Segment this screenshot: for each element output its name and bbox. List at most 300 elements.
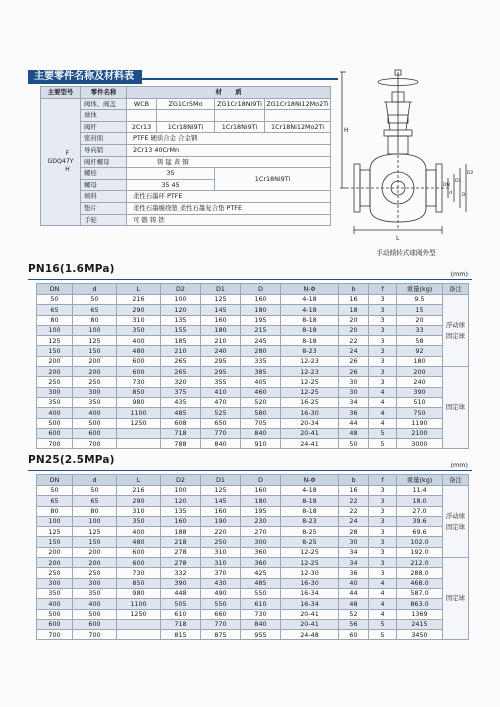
column-header: 备注 (443, 284, 469, 295)
pn16-divider (28, 279, 472, 280)
table-row (37, 537, 469, 547)
column-header: f (369, 475, 397, 486)
table-cell: 18.0 (397, 496, 443, 506)
table-cell: 350 (73, 397, 117, 407)
table-cell: 160 (241, 295, 281, 305)
table-cell: 650 (201, 418, 241, 428)
table-cell: 3 (369, 568, 397, 578)
table-cell: 5 (369, 428, 397, 438)
table-cell: 955 (241, 630, 281, 640)
table-cell: 50 (37, 486, 73, 496)
table-cell: 200 (397, 367, 443, 377)
table-cell: 278 (161, 547, 201, 557)
table-cell: 4 (369, 599, 397, 609)
table-cell: 840 (241, 619, 281, 629)
table-cell: 69.6 (397, 527, 443, 537)
header-part-name: 零件名称 (81, 87, 127, 99)
table-row (37, 315, 469, 325)
table-cell: 480 (117, 537, 161, 547)
table-cell: 160 (241, 486, 281, 496)
table-cell (117, 439, 161, 449)
column-header: 重量(kg) (397, 284, 443, 295)
table-cell: 16-34 (281, 588, 339, 598)
table-cell: 3 (369, 367, 397, 377)
table-cell: 125 (73, 527, 117, 537)
table-cell: 8-23 (281, 516, 339, 526)
table-cell: 4 (369, 609, 397, 619)
table-cell: 8-18 (281, 506, 339, 516)
table-cell: 200 (37, 356, 73, 366)
table-cell: 8-25 (281, 537, 339, 547)
materials-row: 球体 (41, 110, 331, 122)
table-cell: 1250 (117, 418, 161, 428)
table-row (37, 516, 469, 526)
table-cell: 240 (201, 346, 241, 356)
table-cell: 600 (37, 619, 73, 629)
table-cell: 200 (73, 547, 117, 557)
dim-label-d-outer: D (462, 193, 466, 198)
table-row (37, 547, 469, 557)
table-cell: 220 (201, 527, 241, 537)
table-cell: 480 (117, 346, 161, 356)
table-row (37, 346, 469, 356)
materials-row: 填料 柔性石墨环 PTFE (41, 191, 331, 203)
table-cell: 160 (201, 315, 241, 325)
table-cell: 24-41 (281, 439, 339, 449)
table-cell: 50 (339, 439, 369, 449)
table-cell: 180 (241, 305, 281, 315)
table-cell: 4-18 (281, 305, 339, 315)
table-cell: 125 (37, 527, 73, 537)
column-header: 备注 (443, 475, 469, 486)
table-cell: 16-30 (281, 408, 339, 418)
table-cell: 770 (201, 428, 241, 438)
table-cell: 230 (241, 516, 281, 526)
table-cell: 28 (339, 527, 369, 537)
table-cell: 218 (161, 537, 201, 547)
table-cell: 30 (339, 377, 369, 387)
table-cell: 200 (37, 367, 73, 377)
table-cell: 850 (117, 578, 161, 588)
table-cell: 3 (369, 486, 397, 496)
table-cell: 80 (73, 315, 117, 325)
table-cell: 3 (369, 295, 397, 305)
column-header: d (73, 475, 117, 486)
table-cell: 550 (201, 599, 241, 609)
table-cell: 4 (369, 397, 397, 407)
table-cell: 1190 (397, 418, 443, 428)
table-cell: 980 (117, 397, 161, 407)
dim-label-d2: D2 (467, 171, 474, 176)
table-cell: 520 (241, 397, 281, 407)
table-cell: 60 (339, 630, 369, 640)
table-cell: 430 (201, 578, 241, 588)
table-cell: 24 (339, 516, 369, 526)
table-cell: 30 (339, 537, 369, 547)
table-cell: 3 (369, 537, 397, 547)
column-header: D1 (201, 475, 241, 486)
table-cell: 150 (37, 537, 73, 547)
column-header: D (241, 475, 281, 486)
table-cell: 788 (161, 439, 201, 449)
table-cell: 34 (339, 558, 369, 568)
table-cell: 400 (73, 408, 117, 418)
table-cell: 26 (339, 356, 369, 366)
table-cell: 4 (369, 418, 397, 428)
column-header: L (117, 284, 161, 295)
table-cell: 212.0 (397, 558, 443, 568)
table-cell: 290 (117, 496, 161, 506)
table-cell (117, 619, 161, 629)
table-cell: 863.0 (397, 599, 443, 609)
table-cell: 12-25 (281, 547, 339, 557)
table-cell: 448 (161, 588, 201, 598)
table-cell: 280 (241, 346, 281, 356)
table-cell: 12-25 (281, 377, 339, 387)
table-row (37, 377, 469, 387)
table-cell: 100 (161, 295, 201, 305)
table-cell: 102.0 (397, 537, 443, 547)
table-row (37, 527, 469, 537)
table-cell: 3 (369, 346, 397, 356)
table-cell: 8-25 (281, 527, 339, 537)
table-cell: 300 (241, 537, 281, 547)
table-cell: 700 (37, 630, 73, 640)
table-cell: 490 (201, 588, 241, 598)
dim-label-d: d (449, 191, 452, 196)
table-cell: 40 (339, 578, 369, 588)
table-cell: 350 (117, 325, 161, 335)
table-cell: 350 (73, 588, 117, 598)
table-cell: 4 (369, 578, 397, 588)
table-cell: 610 (241, 599, 281, 609)
table-cell: 610 (161, 609, 201, 619)
pn16-header-row (37, 284, 469, 295)
table-cell (117, 428, 161, 438)
table-cell: 350 (117, 516, 161, 526)
table-cell (117, 630, 161, 640)
table-cell: 12-25 (281, 387, 339, 397)
table-cell: 600 (117, 547, 161, 557)
materials-header-row (41, 87, 331, 99)
materials-row: F GDQ47Y H 阀体、阀盖 WCB ZG1Cr5Mo ZG1Cr18Ni9Ti ZG1Cr18Ni12Mo2Ti (41, 98, 331, 110)
table-row (37, 408, 469, 418)
note-floating-fixed: 浮动球 固定球 (443, 486, 469, 558)
table-cell: 1100 (117, 599, 161, 609)
table-cell: 390 (161, 578, 201, 588)
table-cell: 300 (73, 578, 117, 588)
table-cell: 100 (73, 516, 117, 526)
table-cell: 22 (339, 496, 369, 506)
table-cell: 125 (37, 336, 73, 346)
table-cell: 700 (73, 439, 117, 449)
table-cell: 505 (161, 599, 201, 609)
table-cell: 250 (201, 537, 241, 547)
table-cell: 485 (161, 408, 201, 418)
table-cell: 4 (369, 387, 397, 397)
table-row (37, 387, 469, 397)
materials-row: 密封面 PTFE 硬质合金 合金钢 (41, 133, 331, 145)
table-row (37, 630, 469, 640)
table-cell: 192.0 (397, 547, 443, 557)
table-cell: 600 (37, 428, 73, 438)
table-cell: 34 (339, 397, 369, 407)
table-cell: 350 (37, 397, 73, 407)
table-row (37, 305, 469, 315)
column-header: D2 (161, 284, 201, 295)
table-cell: 3 (369, 496, 397, 506)
table-cell: 34 (339, 547, 369, 557)
table-cell: 20 (397, 315, 443, 325)
dim-label-dn: DN (443, 183, 450, 188)
table-cell: 600 (117, 558, 161, 568)
table-cell: 20-41 (281, 619, 339, 629)
table-cell: 270 (241, 527, 281, 537)
table-cell: 730 (117, 568, 161, 578)
table-cell: 370 (201, 568, 241, 578)
table-cell: 120 (161, 496, 201, 506)
table-cell: 250 (37, 568, 73, 578)
header-model: 主要型号 (41, 87, 81, 99)
column-header: b (339, 284, 369, 295)
table-cell: 770 (201, 619, 241, 629)
table-cell: 50 (73, 486, 117, 496)
table-cell: 500 (73, 609, 117, 619)
table-cell: 16 (339, 295, 369, 305)
table-cell: 120 (161, 305, 201, 315)
table-cell: 730 (241, 609, 281, 619)
column-header: D2 (161, 475, 201, 486)
table-cell: 355 (201, 377, 241, 387)
table-cell: 470 (201, 397, 241, 407)
table-cell: 9.5 (397, 295, 443, 305)
table-cell: 24 (339, 346, 369, 356)
table-cell: 3 (369, 547, 397, 557)
table-cell: 135 (161, 506, 201, 516)
table-cell: 216 (117, 295, 161, 305)
column-header: D1 (201, 284, 241, 295)
table-cell: 310 (201, 558, 241, 568)
table-cell: 1250 (117, 609, 161, 619)
table-cell: 288.0 (397, 568, 443, 578)
table-cell: 290 (117, 305, 161, 315)
materials-row: 阀杆螺母 铸 锰 黄 铜 (41, 156, 331, 168)
table-cell: 22 (339, 336, 369, 346)
table-cell: 550 (241, 588, 281, 598)
table-cell: 145 (201, 305, 241, 315)
table-cell: 410 (201, 387, 241, 397)
table-cell: 44 (339, 418, 369, 428)
table-cell: 3450 (397, 630, 443, 640)
table-cell: 210 (201, 336, 241, 346)
table-cell: 600 (73, 619, 117, 629)
table-cell: 12-23 (281, 356, 339, 366)
table-cell: 4-18 (281, 486, 339, 496)
table-cell: 195 (241, 506, 281, 516)
table-cell: 12-25 (281, 558, 339, 568)
table-cell: 8-18 (281, 496, 339, 506)
table-cell: 587.0 (397, 588, 443, 598)
table-cell: 980 (117, 588, 161, 598)
pn16-table (36, 283, 469, 449)
header-material: 材 质 (127, 87, 331, 99)
table-cell: 300 (37, 578, 73, 588)
table-cell: 20 (339, 325, 369, 335)
table-cell: 26 (339, 367, 369, 377)
note-fixed-ball: 固定球 (443, 558, 469, 640)
pn25-divider (28, 470, 472, 471)
table-cell: 500 (73, 418, 117, 428)
table-row (37, 418, 469, 428)
table-cell: 100 (37, 325, 73, 335)
materials-row: 导向销 2Cr13 40CrMn (41, 144, 331, 156)
table-cell: 525 (201, 408, 241, 418)
materials-row: 阀杆 2Cr13 1Cr18Ni9Ti 1Cr18Ni9Ti 1Cr18Ni12Mo2Ti (41, 121, 331, 133)
table-cell: 8-18 (281, 336, 339, 346)
table-cell: 4 (369, 588, 397, 598)
table-cell: 180 (397, 356, 443, 366)
table-cell: 3 (369, 527, 397, 537)
table-cell: 80 (37, 315, 73, 325)
table-cell: 4-18 (281, 295, 339, 305)
table-cell: 36 (339, 408, 369, 418)
table-cell: 660 (201, 609, 241, 619)
table-cell: 92 (397, 346, 443, 356)
table-cell: 295 (201, 367, 241, 377)
table-cell: 150 (73, 537, 117, 547)
table-cell: 840 (201, 439, 241, 449)
table-cell: 250 (37, 377, 73, 387)
column-header: N-Φ (281, 475, 339, 486)
table-cell: 608 (161, 418, 201, 428)
table-cell: 310 (201, 547, 241, 557)
table-cell: 52 (339, 609, 369, 619)
table-row (37, 558, 469, 568)
table-cell: 240 (397, 377, 443, 387)
table-cell: 216 (117, 486, 161, 496)
table-cell: 4 (369, 408, 397, 418)
table-cell: 20-34 (281, 418, 339, 428)
table-cell: 20-41 (281, 609, 339, 619)
table-cell: 250 (73, 568, 117, 578)
table-cell: 332 (161, 568, 201, 578)
table-cell: 300 (73, 387, 117, 397)
table-cell: 3 (369, 356, 397, 366)
table-row (37, 609, 469, 619)
table-cell: 265 (161, 356, 201, 366)
table-cell: 5 (369, 619, 397, 629)
table-cell: 200 (73, 558, 117, 568)
table-cell: 180 (201, 325, 241, 335)
table-cell: 65 (37, 305, 73, 315)
table-cell: 16-30 (281, 578, 339, 588)
table-row (37, 496, 469, 506)
table-cell: 718 (161, 619, 201, 629)
table-cell: 295 (201, 356, 241, 366)
table-cell: 360 (241, 558, 281, 568)
table-cell: 200 (73, 367, 117, 377)
dim-label-h: H (344, 127, 349, 134)
table-cell: 705 (241, 418, 281, 428)
table-cell: 20-41 (281, 428, 339, 438)
table-cell: 155 (161, 325, 201, 335)
table-cell: 600 (73, 428, 117, 438)
table-cell: 910 (241, 439, 281, 449)
table-row (37, 578, 469, 588)
column-header: d (73, 284, 117, 295)
table-cell: 1100 (117, 408, 161, 418)
valve-outline-drawing (340, 70, 472, 245)
table-cell: 18 (339, 305, 369, 315)
table-cell: 840 (241, 428, 281, 438)
table-cell: 3 (369, 325, 397, 335)
table-cell: 468.0 (397, 578, 443, 588)
table-cell: 485 (241, 578, 281, 588)
table-cell: 39.6 (397, 516, 443, 526)
table-cell: 2100 (397, 428, 443, 438)
table-cell: 425 (241, 568, 281, 578)
materials-row: 螺母 35 45 (41, 179, 331, 191)
pn25-table (36, 474, 469, 640)
table-cell: 100 (37, 516, 73, 526)
table-cell: 100 (73, 325, 117, 335)
table-cell: 730 (117, 377, 161, 387)
note-fixed-ball: 固定球 (443, 367, 469, 449)
table-row (37, 367, 469, 377)
table-cell: 80 (73, 506, 117, 516)
table-cell: 50 (37, 295, 73, 305)
table-cell: 210 (161, 346, 201, 356)
table-cell: 310 (117, 315, 161, 325)
table-cell: 265 (161, 367, 201, 377)
pn25-title: PN25(2.5MPa) (28, 454, 115, 466)
table-cell: 200 (37, 547, 73, 557)
table-cell: 200 (37, 558, 73, 568)
table-cell: 400 (117, 527, 161, 537)
table-cell: 385 (241, 367, 281, 377)
table-cell: 36 (339, 568, 369, 578)
table-cell: 875 (201, 630, 241, 640)
table-cell: 8-18 (281, 325, 339, 335)
table-cell: 65 (73, 496, 117, 506)
table-cell: 3 (369, 516, 397, 526)
table-cell: 12-30 (281, 568, 339, 578)
table-cell: 58 (397, 336, 443, 346)
table-cell: 350 (37, 588, 73, 598)
table-cell: 310 (117, 506, 161, 516)
table-row (37, 619, 469, 629)
column-header: DN (37, 284, 73, 295)
table-cell: 20 (339, 315, 369, 325)
table-cell: 3 (369, 506, 397, 516)
table-cell: 250 (73, 377, 117, 387)
table-cell: 278 (161, 558, 201, 568)
table-cell: 185 (161, 336, 201, 346)
table-cell: 48 (339, 599, 369, 609)
pn16-title: PN16(1.6MPa) (28, 263, 115, 275)
table-row (37, 439, 469, 449)
table-cell: 56 (339, 619, 369, 629)
table-cell: 30 (339, 387, 369, 397)
table-cell: 700 (37, 439, 73, 449)
table-cell: 50 (73, 295, 117, 305)
column-header: D (241, 284, 281, 295)
table-cell: 22 (339, 506, 369, 516)
table-cell: 8-18 (281, 315, 339, 325)
table-cell: 375 (161, 387, 201, 397)
column-header: 重量(kg) (397, 475, 443, 486)
table-cell: 65 (37, 496, 73, 506)
